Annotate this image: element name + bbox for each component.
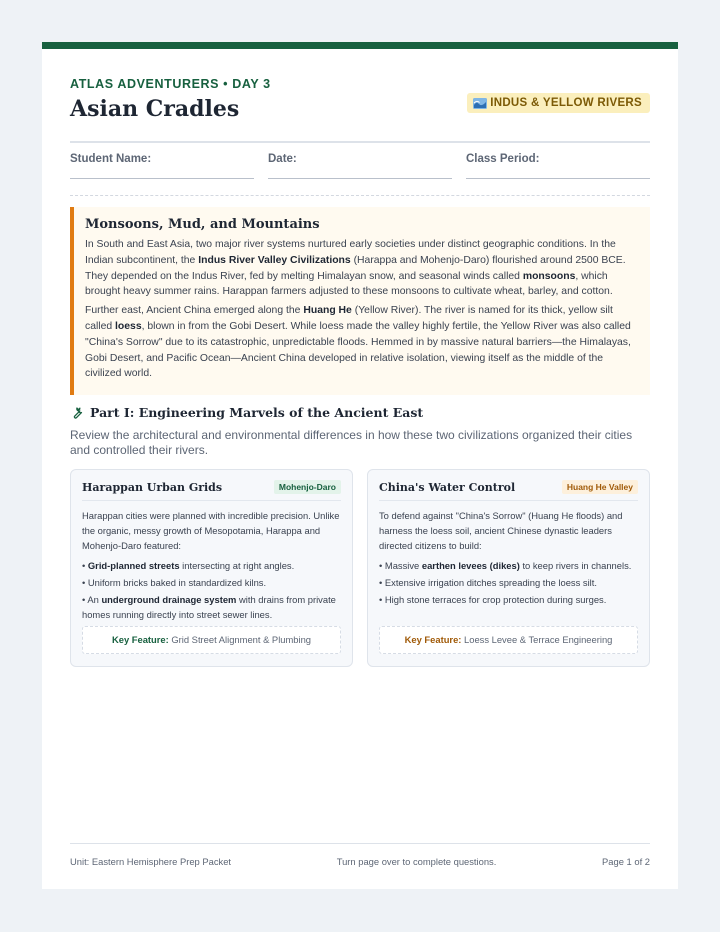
region-badge	[467, 93, 650, 113]
text: Further east, Ancient China emerged along the	[85, 305, 304, 317]
text: •	[82, 560, 88, 571]
kicker: ATLAS ADVENTURERS • DAY 3	[70, 77, 271, 91]
card-header	[379, 480, 638, 501]
date-field[interactable]	[268, 153, 452, 179]
key-feature-label: Key Feature:	[111, 634, 169, 645]
text: intersecting at right angles.	[179, 560, 295, 571]
page-title: Asian Cradles	[70, 96, 240, 122]
student-info-fields	[70, 153, 650, 179]
text: (Harappa and Mohenjo-Daro) flourished around 2500 BCE. They depended on the Indus River, fed by melting Himalayan snow, and seasonal winds called	[85, 254, 626, 282]
region-badge-label: INDUS & YELLOW RIVERS	[490, 97, 642, 109]
key-term: Indus River Valley Civilizations	[198, 254, 351, 266]
key-feature-value: Loess Levee & Terrace Engineering	[461, 634, 613, 645]
text: (Yellow River). The river is named for its thick, yellow silt called	[85, 305, 613, 332]
china-card	[367, 469, 650, 667]
key-term: underground drainage system	[101, 594, 237, 605]
harappan-card	[70, 469, 353, 667]
location-tag: Huang He Valley	[562, 480, 638, 494]
intro-title: Monsoons, Mud, and Mountains	[85, 217, 320, 232]
part-1-title: Part I: Engineering Marvels of the Ancient East	[90, 405, 424, 420]
text: • High stone terraces for crop protection during surges.	[379, 594, 607, 605]
wave-icon	[473, 98, 487, 109]
key-feature-value: Grid Street Alignment & Plumbing	[168, 634, 312, 645]
text: • An	[82, 594, 102, 605]
text: , which brought heavy summer rains. Harappan farmers adjusted to these monsoons to cultivate wheat, barley, and cotton.	[85, 270, 613, 298]
key-term: earthen levees (dikes)	[421, 560, 520, 571]
location-tag: Mohenjo-Daro	[274, 480, 341, 494]
part-1-section	[70, 405, 650, 457]
part-1-heading	[70, 405, 650, 420]
card-bullets	[379, 558, 638, 607]
field-label: Student Name:	[70, 153, 152, 165]
key-feature-label: Key Feature:	[404, 634, 462, 645]
wrench-icon	[70, 406, 84, 420]
key-term: Huang He	[303, 305, 352, 317]
list-item	[379, 558, 638, 573]
card-bullets	[82, 558, 341, 622]
intro-reading-box	[70, 207, 650, 395]
student-name-field[interactable]	[70, 153, 254, 179]
card-title: Harappan Urban Grids	[82, 480, 223, 494]
list-item	[379, 592, 638, 607]
dashed-divider	[70, 195, 650, 196]
text: • Uniform bricks baked in standardized kilns.	[82, 577, 267, 588]
card-body	[379, 508, 638, 607]
comparison-cards	[70, 469, 650, 667]
header-divider	[70, 141, 650, 143]
field-line[interactable]	[70, 178, 254, 179]
field-line[interactable]	[466, 178, 650, 179]
text: • Massive	[379, 560, 422, 571]
list-item	[82, 575, 341, 590]
text: , blown in from the Gobi Desert. While loess made the valley highly fertile, the Yellow River was also called "China's Sorrow" due to its catastrophic, unpredictable floods. Hemmed in by massive natural barriers—the Himalayas, Gobi Desert, and Pacific Ocean—Ancient China developed in relative isolation, viewing itself as the middle of the civilized world.	[85, 320, 631, 380]
intro-paragraph-1	[85, 237, 638, 300]
list-item	[82, 592, 341, 622]
text: • Extensive irrigation ditches spreading the loess silt.	[379, 577, 597, 588]
list-item	[379, 575, 638, 590]
field-line[interactable]	[268, 178, 452, 179]
key-feature-box	[82, 626, 341, 654]
card-title: China's Water Control	[379, 480, 516, 494]
card-body	[82, 508, 341, 622]
key-term: monsoons	[522, 270, 576, 282]
key-feature-box	[379, 626, 638, 654]
field-label: Class Period:	[466, 153, 540, 165]
key-term: loess	[115, 320, 142, 332]
page-number: Page 1 of 2	[602, 856, 650, 867]
worksheet-page	[42, 42, 678, 889]
footer-instruction: Turn page over to complete questions.	[336, 856, 497, 867]
intro-paragraph-2	[85, 303, 638, 382]
list-item	[82, 558, 341, 573]
text: to keep rivers in channels.	[519, 560, 632, 571]
footer-unit: Unit: Eastern Hemisphere Prep Packet	[70, 856, 232, 867]
class-period-field[interactable]	[466, 153, 650, 179]
header	[70, 77, 650, 122]
text: with drains from private homes running directly into street sewer lines.	[82, 594, 336, 620]
card-header	[82, 480, 341, 501]
card-intro: Harappan cities were planned with incredible precision. Unlike the organic, messy growth of Mesopotamia, Harappa and Mohenjo-Daro featured:	[82, 510, 340, 551]
page-footer	[70, 843, 650, 867]
key-term: Grid-planned streets	[87, 560, 180, 571]
card-intro: To defend against "China's Sorrow" (Huang He floods) and harness the loess soil, ancient Chinese dynastic leaders directed citizens to build:	[379, 510, 623, 551]
part-1-description: Review the architectural and environmental differences in how these two civilizations organized their cities and controlled their rivers.	[70, 428, 633, 457]
text: In South and East Asia, two major river systems nurtured early societies under distinct geographic conditions. In the Indian subcontinent, the	[85, 239, 616, 266]
field-label: Date:	[268, 153, 297, 165]
